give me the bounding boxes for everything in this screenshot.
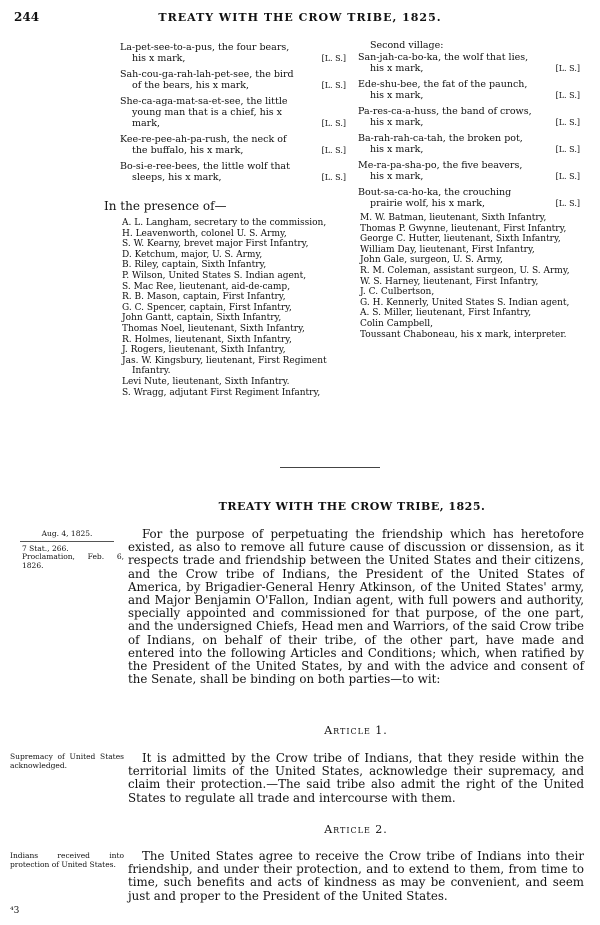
witness-entry: John Gale, surgeon, U. S. Army,	[360, 255, 503, 266]
seal-mark: [L. S.]	[555, 145, 580, 154]
witness-entry: M. W. Batman, lieutenant, Sixth Infantry,	[360, 213, 547, 223]
article1-paragraph: It is admitted by the Crow tribe of Indians, that they reside within the territorial limits of the United States, acknowledge their supremacy, and claim their protection.—The said tribe also admit the right of the United States to regulate all trade and intercourse with them.	[128, 751, 584, 805]
folio-mark: ⁴3	[10, 906, 20, 916]
signature-entry: Bout-sa-ca-ho-ka, the crouching prairie wolf, his x mark, [L. S.]	[358, 187, 580, 209]
signature-entry: San-jah-ca-bo-ka, the wolf that lies, his x mark, [L. S.]	[358, 52, 580, 74]
signature-entry: Pa-res-ca-a-huss, the band of crows, his x mark, [L. S.]	[358, 106, 580, 128]
seal-mark: [L. S.]	[555, 64, 580, 73]
witness-entry: G. H. Kennerly, United States S. Indian agent,	[360, 297, 570, 308]
signature-entry: Kee-re-pee-ah-pa-rush, the neck of the buffalo, his x mark, [L. S.]	[120, 134, 346, 156]
witnesses-right	[360, 213, 582, 340]
witness-entry: Jas. W. Kingsbury, lieutenant, First Regiment Infantry.	[122, 355, 327, 377]
witness-entry: Colin Campbell,	[360, 318, 433, 329]
seal-mark: [L. S.]	[555, 118, 580, 127]
witness-entry: John Gantt, captain, Sixth Infantry,	[122, 313, 282, 324]
section-divider	[280, 467, 380, 468]
article2-heading: Article 2.	[324, 823, 388, 836]
witness-entry: George C. Hutter, lieutenant, Sixth Infantry,	[360, 234, 561, 245]
seal-mark: [L. S.]	[555, 172, 580, 181]
margin-note-article1: Supremacy of United States acknowledged.	[10, 752, 124, 770]
witness-entry: S. Mac Ree, lieutenant, aid-de-camp,	[122, 281, 291, 292]
signature-entry: Ede-shu-bee, the fat of the paunch, his x mark, [L. S.]	[358, 79, 580, 101]
witness-entry: Thomas P. Gwynne, lieutenant, First Infantry,	[360, 223, 567, 234]
witness-entry: Thomas Noel, lieutenant, Sixth Infantry,	[122, 323, 305, 334]
witness-entry: G. C. Spencer, captain, First Infantry,	[122, 302, 292, 313]
witness-entry: Levi Nute, lieutenant, Sixth Infantry.	[122, 376, 290, 387]
witness-entry: A. L. Langham, secretary to the commission,	[122, 218, 327, 228]
signature-entry: She-ca-aga-mat-sa-et-see, the little young man that is a chief, his x mark, [L. S.]	[120, 96, 346, 129]
witness-entry: D. Ketchum, major, U. S. Army,	[122, 249, 263, 260]
witness-entry: J. C. Culbertson,	[360, 287, 435, 298]
signature-entry: Ba-rah-rah-ca-tah, the broken pot, his x mark, [L. S.]	[358, 133, 580, 155]
witnesses-left	[122, 218, 352, 398]
witness-entry: William Day, lieutenant, First Infantry,	[360, 244, 535, 255]
margin-note-article2: Indians received into protection of United States.	[10, 851, 124, 869]
witness-entry: S. W. Kearny, brevet major First Infantry,	[122, 239, 309, 250]
page-number: 244	[14, 10, 40, 24]
witness-entry: H. Leavenworth, colonel U. S. Army,	[122, 228, 287, 239]
witness-entry: Toussant Chaboneau, his x mark, interpreter.	[360, 329, 567, 340]
seal-mark: [L. S.]	[321, 119, 346, 128]
running-title: TREATY WITH THE CROW TRIBE, 1825.	[158, 11, 442, 24]
margin-citation: 7 Stat., 266.	[22, 543, 69, 553]
signature-entry: La-pet-see-to-a-pus, the four bears, his x mark, [L. S.]	[120, 42, 346, 64]
signature-entry: Bo-si-e-ree-bees, the little wolf that sleeps, his x mark, [L. S.]	[120, 161, 346, 183]
signature-entry: Sah-cou-ga-rah-lah-pet-see, the bird of the bears, his x mark, [L. S.]	[120, 69, 346, 91]
signature-entry: Me-ra-pa-sha-po, the five beavers, his x mark, [L. S.]	[358, 160, 580, 182]
seal-mark: [L. S.]	[321, 173, 346, 182]
preamble-paragraph: For the purpose of perpetuating the friendship which has heretofore existed, as also to remove all future cause of discussion or dissension, as it respects trade and friendship between the United States and their citizens, and the Crow tribe of Indians, the President of the United States of America, by Brigadier-General Henry Atkinson, of the United States' army, and Major Benjamin O'Fallon, Indian agent, with full powers and authority, specially appointed and commissioned for that purpose, of the one part, and the undersigned Chiefs, Head men and Warriors, of the said Crow tribe of Indians, on behalf of their tribe, of the other part, have made and entered into the following Articles and Conditions; which, when ratified by the President of the United States, by and with the advice and consent of the Senate, shall be binding on both parties—to wit:	[128, 527, 584, 687]
signatures-right	[358, 40, 580, 214]
presence-heading: In the presence of—	[104, 199, 227, 213]
margin-proclamation: Proclamation, Feb. 6, 1826.	[22, 552, 124, 570]
witness-entry: P. Wilson, United States S. Indian agent,	[122, 270, 307, 281]
article2-paragraph: The United States agree to receive the Crow tribe of Indians into their friendship, and under their protection, and to extend to them, from time to time, such benefits and acts of kindness as may be convenient, and seem just and proper to the President of the United States.	[128, 849, 584, 903]
witness-entry: A. S. Miller, lieutenant, First Infantry,	[360, 308, 532, 319]
margin-date: Aug. 4, 1825.	[20, 530, 114, 542]
witness-entry: R. B. Mason, captain, First Infantry,	[122, 292, 286, 303]
witness-entry: W. S. Harney, lieutenant, First Infantry,	[360, 276, 539, 287]
page-header	[14, 10, 586, 26]
witness-entry: B. Riley, captain, Sixth Infantry,	[122, 260, 267, 271]
seal-mark: [L. S.]	[321, 146, 346, 155]
seal-mark: [L. S.]	[321, 81, 346, 90]
seal-mark: [L. S.]	[321, 54, 346, 63]
witness-entry: R. M. Coleman, assistant surgeon, U. S. Army,	[360, 265, 570, 276]
witness-entry: R. Holmes, lieutenant, Sixth Infantry,	[122, 334, 292, 345]
seal-mark: [L. S.]	[555, 199, 580, 208]
margin-notes-preamble	[10, 530, 124, 570]
witness-entry: S. Wragg, adjutant First Regiment Infantry,	[122, 387, 321, 398]
treaty-title: TREATY WITH THE CROW TRIBE, 1825.	[218, 500, 486, 513]
second-village-heading: Second village:	[370, 40, 444, 51]
witness-entry: J. Rogers, lieutenant, Sixth Infantry,	[122, 345, 286, 356]
article1-heading: Article 1.	[324, 724, 388, 737]
seal-mark: [L. S.]	[555, 91, 580, 100]
signatures-left	[120, 42, 346, 188]
